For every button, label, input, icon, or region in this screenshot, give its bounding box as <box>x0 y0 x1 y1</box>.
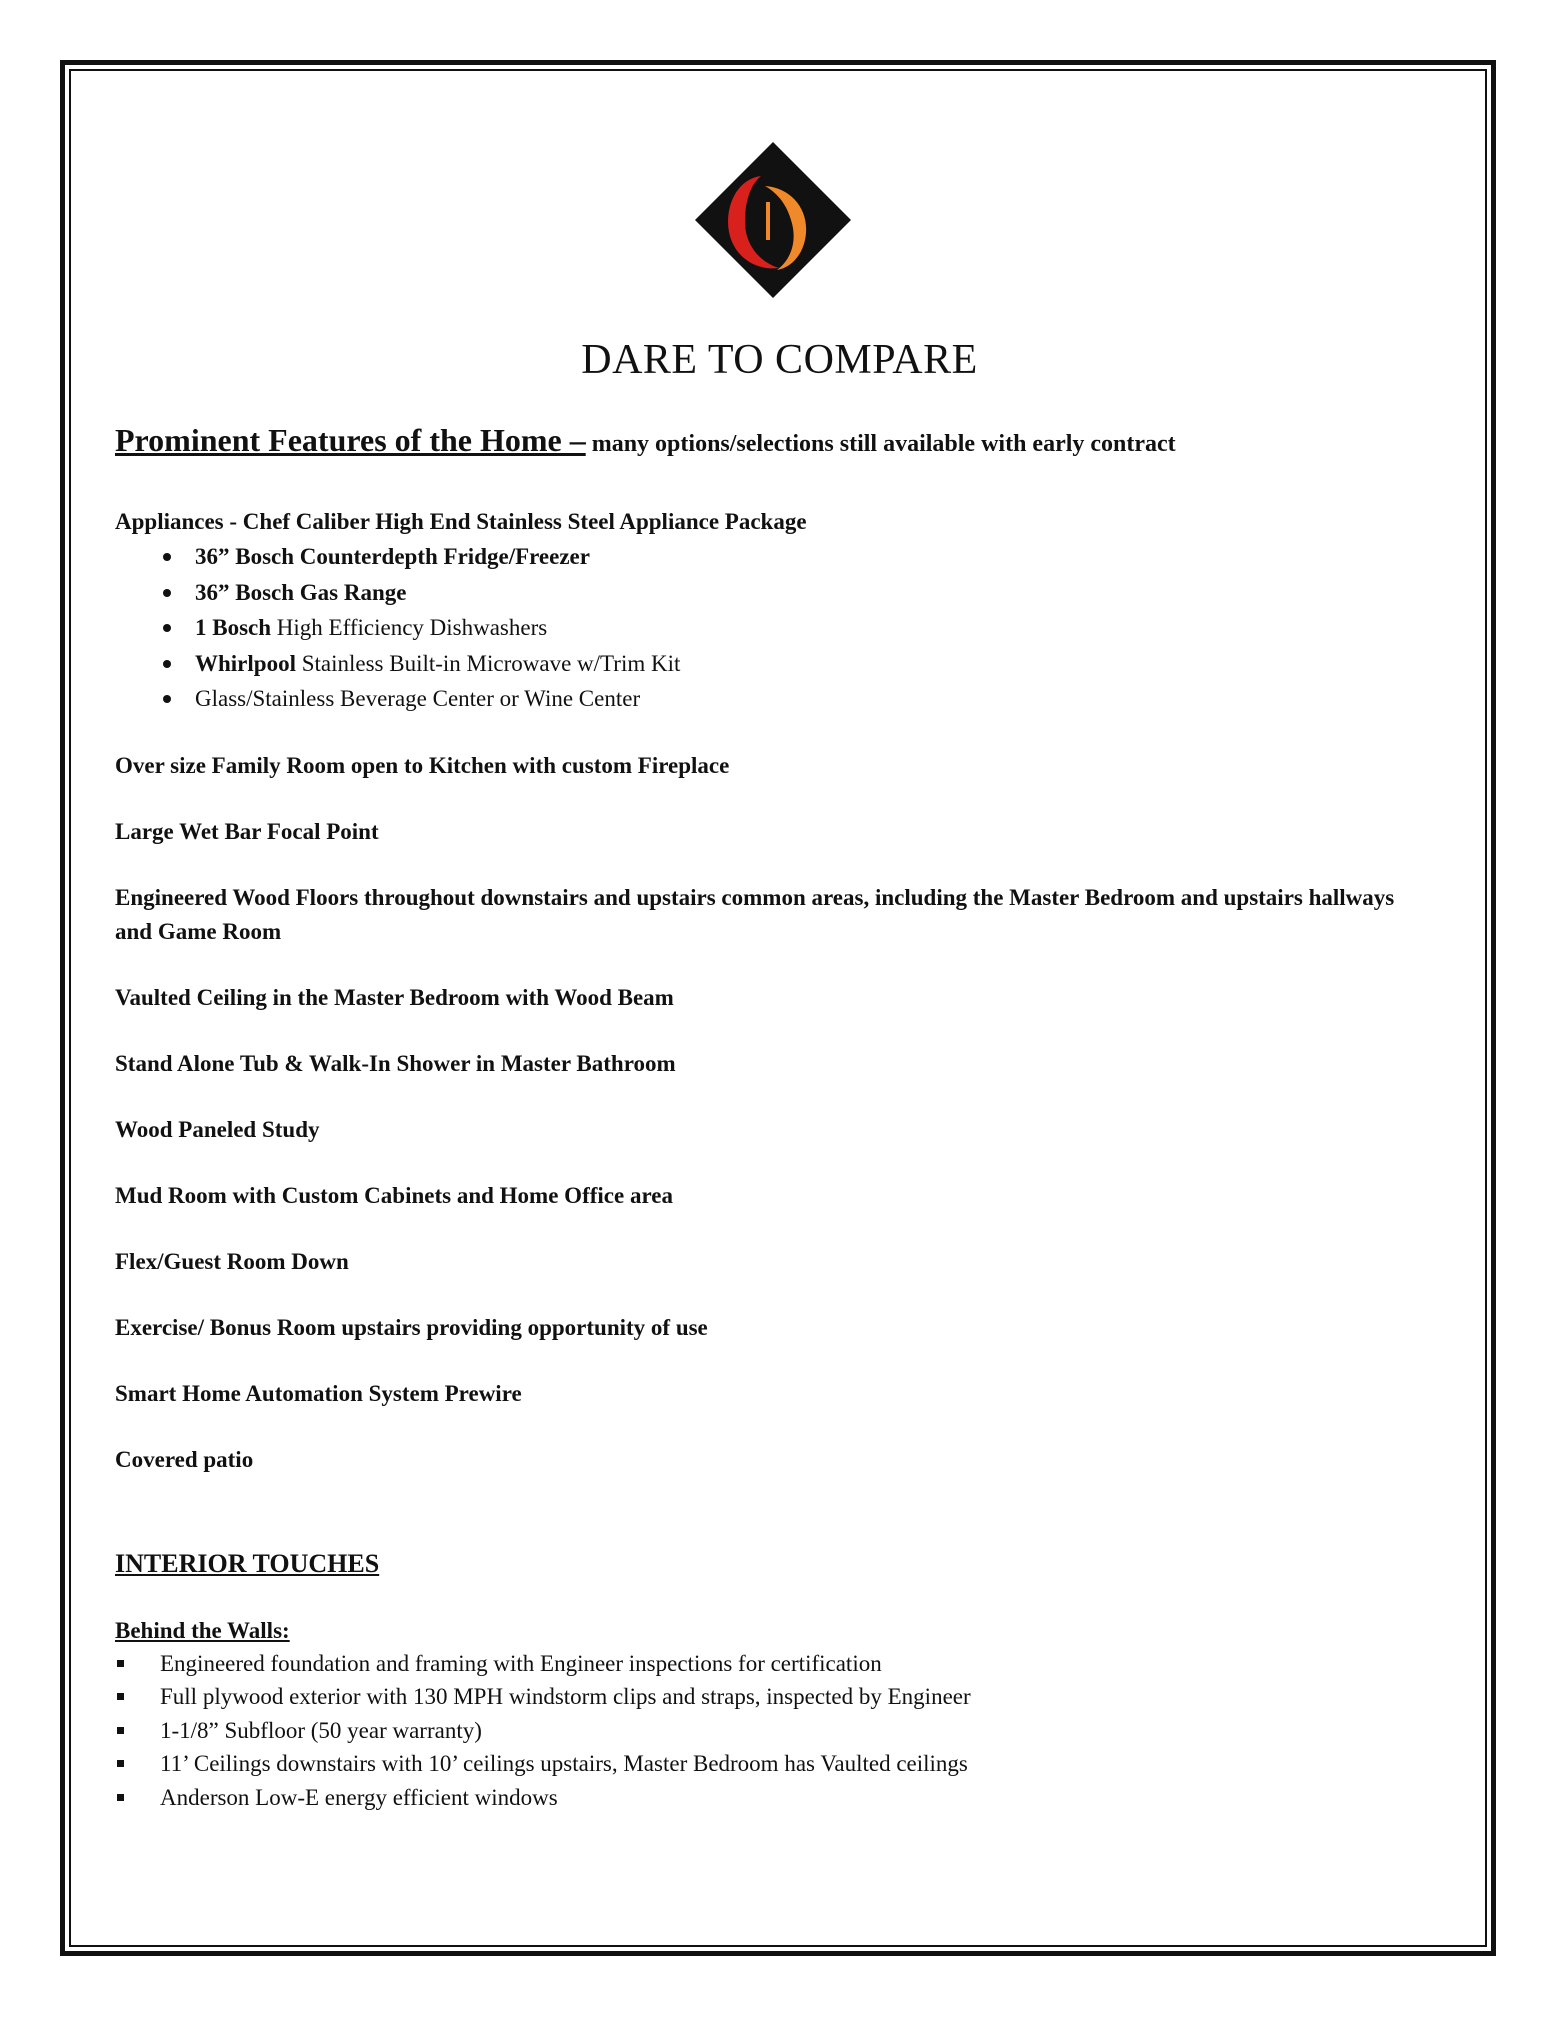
document-title: DARE TO COMPARE <box>581 337 978 383</box>
list-item: Whirlpool Stainless Built-in Microwave w/Trim Kit <box>163 646 1435 682</box>
feature-item: Wood Paneled Study <box>115 1116 320 1142</box>
list-item: Full plywood exterior with 130 MPH windstorm clips and straps, inspected by Engineer <box>115 1680 1435 1714</box>
list-item: Glass/Stainless Beverage Center or Wine Center <box>163 681 1435 717</box>
list-item: 36” Bosch Gas Range <box>163 575 1435 611</box>
behind-walls-title: Behind the Walls: <box>115 1617 290 1643</box>
interior-touches-title: INTERIOR TOUCHES <box>115 1548 380 1578</box>
feature-item: Mud Room with Custom Cabinets and Home Office area <box>115 1182 673 1208</box>
feature-item: Vaulted Ceiling in the Master Bedroom with Wood Beam <box>115 984 674 1010</box>
features-heading <box>115 422 1435 459</box>
appliances-section <box>115 505 1435 717</box>
feature-item: Large Wet Bar Focal Point <box>115 818 379 844</box>
list-item: Engineered foundation and framing with Engineer inspections for certification <box>115 1647 1435 1681</box>
document-body <box>115 422 1435 1814</box>
feature-item: Over size Family Room open to Kitchen with custom Fireplace <box>115 752 730 778</box>
diamond-logo-icon <box>693 140 853 300</box>
feature-item: Stand Alone Tub & Walk-In Shower in Master Bathroom <box>115 1050 676 1076</box>
feature-item: Engineered Wood Floors throughout downstairs and upstairs common areas, including the Master Bedroom and upstairs hallways and Game Room <box>115 884 1395 944</box>
features-heading-sub: many options/selections still available with early contract <box>591 431 1176 457</box>
feature-item: Covered patio <box>115 1446 254 1472</box>
list-item: 1 Bosch High Efficiency Dishwashers <box>163 610 1435 646</box>
feature-item: Flex/Guest Room Down <box>115 1248 349 1274</box>
list-item: 36” Bosch Counterdepth Fridge/Freezer <box>163 539 1435 575</box>
appliances-title: Appliances - Chef Caliber High End Stainless Steel Appliance Package <box>115 509 807 534</box>
appliance-list <box>115 539 1435 717</box>
feature-item: Exercise/ Bonus Room upstairs providing opportunity of use <box>115 1314 708 1340</box>
behind-walls-list <box>115 1647 1435 1815</box>
feature-item: Smart Home Automation System Prewire <box>115 1380 522 1406</box>
list-item: 1-1/8” Subfloor (50 year warranty) <box>115 1714 1435 1748</box>
features-heading-main: Prominent Features of the Home – <box>115 422 586 458</box>
list-item: 11’ Ceilings downstairs with 10’ ceilings upstairs, Master Bedroom has Vaulted ceilings <box>115 1747 1435 1781</box>
list-item: Anderson Low-E energy efficient windows <box>115 1781 1435 1815</box>
